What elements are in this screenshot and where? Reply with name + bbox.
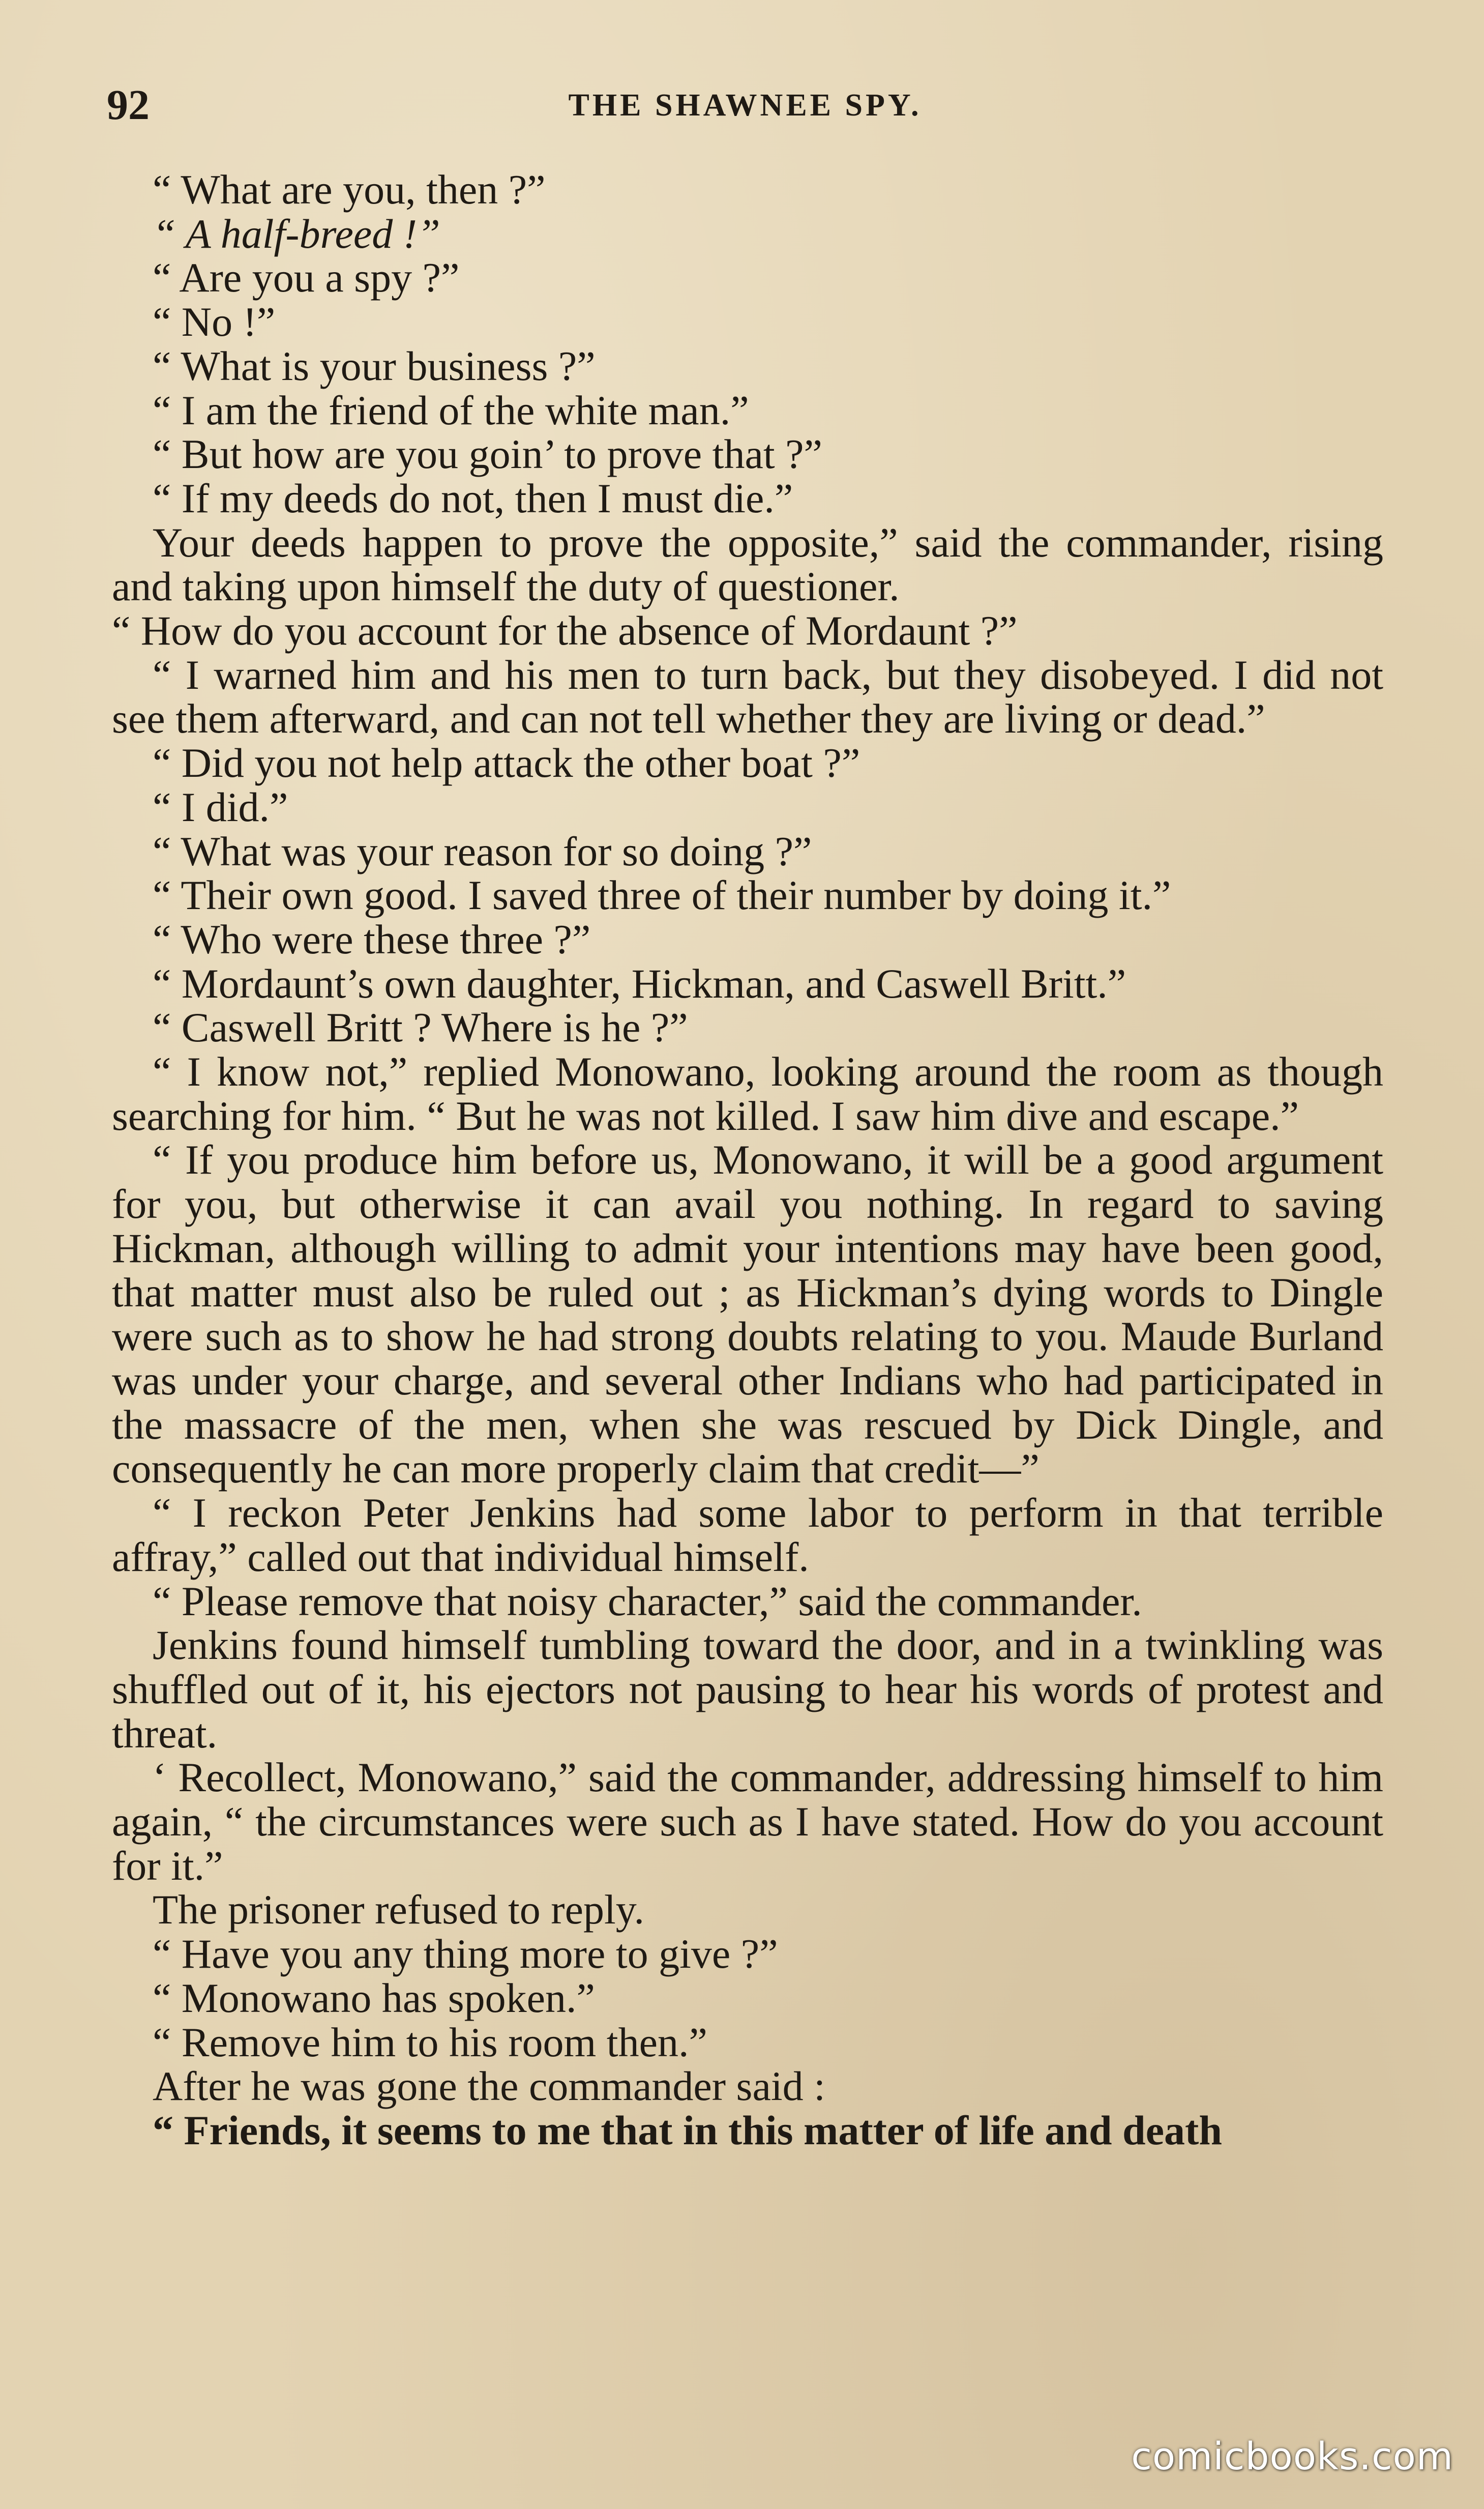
paragraph: “ No !” (153, 299, 276, 345)
watermark: comicbooks.com (1131, 2435, 1453, 2478)
body-text (112, 168, 1383, 2153)
paragraph: “ But how are you goin’ to prove that ?” (153, 431, 822, 478)
paragraph: Jenkins found himself tumbling toward the door, and in a twinkling was shuffled out of it, his ejectors not pausing to hear his words of protest and threat. (112, 1622, 1383, 1757)
paragraph: Your deeds happen to prove the opposite,” said the commander, rising and taking upon himself the duty of questioner. (112, 519, 1383, 610)
paragraph: “ I reckon Peter Jenkins had some labor to perform in that terrible affray,” called out that individual himself. (112, 1490, 1383, 1580)
paragraph: “ Remove him to his room then.” (153, 2019, 707, 2065)
paragraph: “ What are you, then ?” (153, 166, 546, 213)
paragraph: “ Please remove that noisy character,” said the commander. (153, 1578, 1142, 1624)
paragraph: “ Friends, it seems to me that in this matter of life and death (153, 2107, 1222, 2153)
paragraph: ‘ Recollect, Monowano,” said the commander, addressing himself to him again, “ the circumstances were such as I have stated. How do you account for it.” (112, 1754, 1383, 1889)
paragraph: “ Caswell Britt ? Where is he ?” (153, 1004, 688, 1051)
paragraph: “ What was your reason for so doing ?” (153, 828, 812, 874)
paragraph: “ Their own good. I saved three of their number by doing it.” (153, 872, 1171, 919)
paragraph: The prisoner refused to reply. (153, 1886, 644, 1933)
paragraph: “ I am the friend of the white man.” (153, 387, 749, 433)
running-title: THE SHAWNEE SPY. (568, 88, 922, 123)
paragraph: “ Mordaunt’s own daughter, Hickman, and Caswell Britt.” (153, 960, 1126, 1007)
paragraph: “ I did.” (153, 783, 288, 830)
paragraph: “ Are you a spy ?” (153, 254, 460, 301)
paragraph: “ What is your business ?” (153, 342, 596, 389)
paragraph: “ A half-breed !” (153, 210, 440, 257)
page-number: 92 (107, 81, 150, 129)
paragraph: “ If my deeds do not, then I must die.” (153, 475, 793, 521)
paragraph: “ Who were these three ?” (153, 916, 591, 962)
paragraph: “ I know not,” replied Monowano, looking around the room as though searching for him. “ But he was not killed. I saw him dive and escape.” (112, 1048, 1383, 1139)
paragraph: “ I warned him and his men to turn back, but they disobeyed. I did not see them afterward, and can not tell whether they are living or dead.” (112, 651, 1383, 742)
paragraph: “ Monowano has spoken.” (153, 1974, 595, 2021)
paragraph: After he was gone the commander said : (153, 2063, 825, 2110)
paragraph: “ If you produce him before us, Monowano, it will be a good argument for you, but otherwise it can avail you nothing. In regard to saving Hickman, although willing to admit your intentions may have been good, that matter must also be ruled out ; as Hickman’s dying words to Dingle were such as to show he had strong doubts relating to you. Maude Burland was under your charge, and several other Indians who had participated in the massacre of the men, when she was rescued by Dick Dingle, and consequently he can more properly claim that credit—” (112, 1136, 1383, 1492)
paragraph: “ How do you account for the absence of Mordaunt ?” (112, 607, 1018, 654)
page-header (107, 76, 1383, 132)
paragraph: “ Have you any thing more to give ?” (153, 1931, 778, 1977)
paragraph: “ Did you not help attack the other boat ?” (153, 740, 860, 786)
